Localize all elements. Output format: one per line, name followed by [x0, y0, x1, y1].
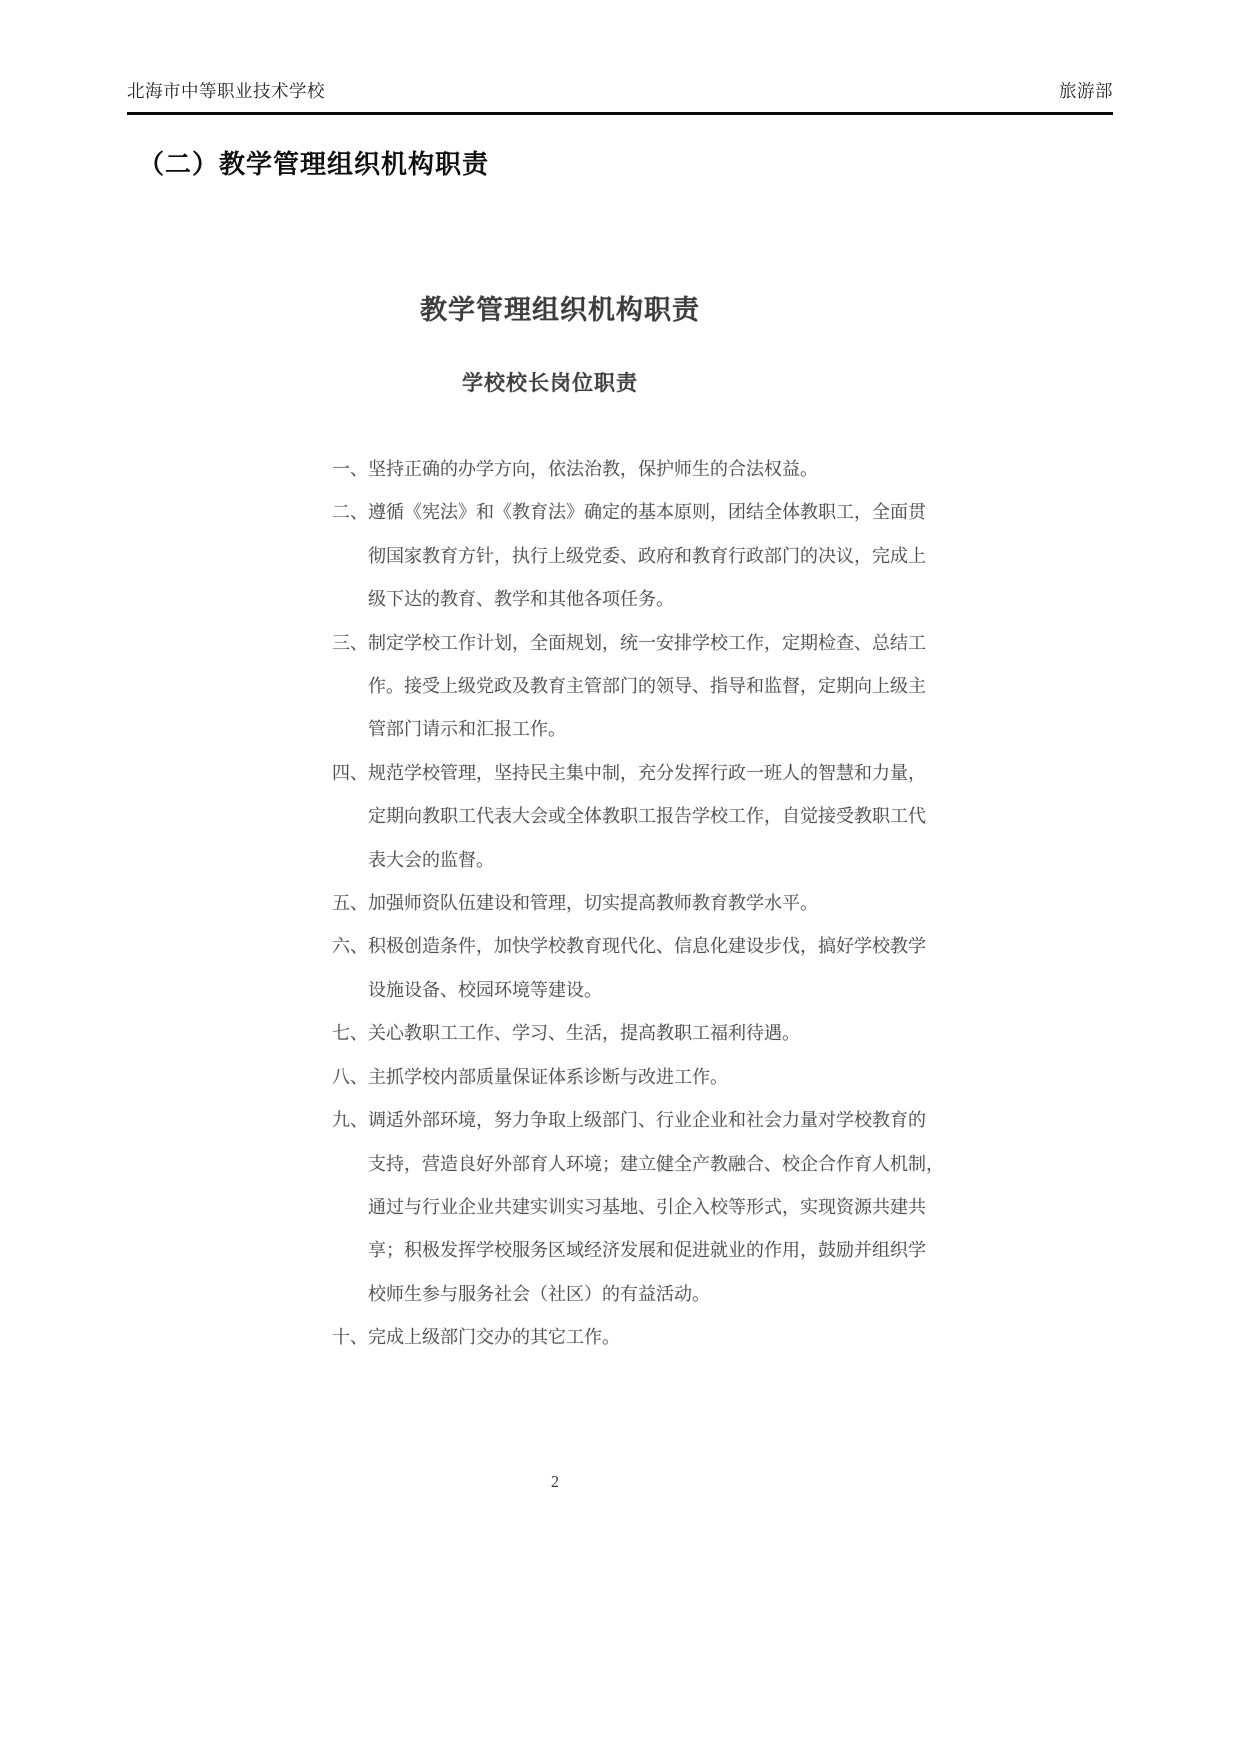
list-item — [332, 491, 972, 621]
list-item — [332, 752, 972, 882]
item-number: 二、 — [332, 502, 368, 523]
item-continuation-line: 定期向教职工代表大会或全体教职工报告学校工作，自觉接受教职工代 — [368, 806, 926, 827]
list-item — [332, 448, 972, 491]
item-first-line — [332, 752, 972, 795]
item-continuation-line: 设施设备、校园环境等建设。 — [368, 979, 602, 1000]
item-number: 三、 — [332, 632, 368, 653]
item-number: 七、 — [332, 1023, 368, 1044]
section-heading: （二）教学管理组织机构职责 — [138, 149, 490, 179]
item-text: 制定学校工作计划，全面规划，统一安排学校工作，定期检查、总结工 — [368, 632, 926, 653]
duty-list — [332, 448, 972, 1360]
page-number: 2 — [550, 1472, 560, 1491]
item-number: 八、 — [332, 1066, 368, 1087]
list-item — [332, 622, 972, 752]
item-number: 十、 — [332, 1327, 368, 1348]
list-item — [332, 1099, 972, 1316]
item-first-line — [332, 882, 972, 925]
item-continuation-line: 校师生参与服务社会（社区）的有益活动。 — [368, 1283, 710, 1304]
item-first-line — [332, 1056, 972, 1099]
item-first-line — [332, 1099, 972, 1142]
document-subtitle: 学校校长岗位职责 — [462, 372, 638, 395]
list-item — [332, 1316, 972, 1359]
item-continuation-line: 级下达的教育、教学和其他各项任务。 — [368, 589, 674, 610]
list-item — [332, 1012, 972, 1055]
item-number: 五、 — [332, 893, 368, 914]
document-title: 教学管理组织机构职责 — [420, 295, 700, 325]
item-number: 六、 — [332, 936, 368, 957]
item-continuation-line: 支持，营造良好外部育人环境；建立健全产教融合、校企合作育人机制， — [368, 1153, 944, 1174]
item-text: 遵循《宪法》和《教育法》确定的基本原则，团结全体教职工，全面贯 — [368, 502, 926, 523]
item-continuation-line: 作。接受上级党政及教育主管部门的领导、指导和监督，定期向上级主 — [368, 676, 926, 697]
item-first-line — [332, 448, 972, 491]
item-continuation-line: 表大会的监督。 — [368, 849, 494, 870]
item-text: 关心教职工工作、学习、生活，提高教职工福利待遇。 — [368, 1023, 800, 1044]
item-number: 一、 — [332, 459, 368, 479]
item-text: 主抓学校内部质量保证体系诊断与改进工作。 — [368, 1066, 728, 1087]
item-first-line — [332, 491, 972, 534]
page-footer — [0, 1472, 1110, 1492]
item-text: 规范学校管理，坚持民主集中制，充分发挥行政一班人的智慧和力量， — [368, 762, 926, 783]
item-continuation-line: 管部门请示和汇报工作。 — [368, 719, 566, 740]
item-text: 积极创造条件，加快学校教育现代化、信息化建设步伐，搞好学校教学 — [368, 936, 926, 957]
list-item — [332, 1056, 972, 1099]
item-continuation-line: 彻国家教育方针，执行上级党委、政府和教育行政部门的决议，完成上 — [368, 545, 926, 566]
item-text: 完成上级部门交办的其它工作。 — [368, 1327, 620, 1348]
item-text: 调适外部环境，努力争取上级部门、行业企业和社会力量对学校教育的 — [368, 1110, 926, 1131]
item-continuation-line: 通过与行业企业共建实训实习基地、引企入校等形式，实现资源共建共 — [368, 1196, 926, 1217]
item-first-line — [332, 622, 972, 665]
item-number: 四、 — [332, 762, 368, 783]
item-first-line — [332, 1316, 972, 1359]
item-text: 加强师资队伍建设和管理，切实提高教师教育教学水平。 — [368, 893, 818, 914]
item-continuation-line: 享；积极发挥学校服务区域经济发展和促进就业的作用，鼓励并组织学 — [368, 1240, 926, 1261]
list-item — [332, 925, 972, 1012]
header-department: 旅游部 — [1059, 81, 1113, 101]
item-text: 坚持正确的办学方向，依法治教，保护师生的合法权益。 — [368, 459, 818, 479]
list-item — [332, 882, 972, 925]
header-school-name: 北海市中等职业技术学校 — [127, 81, 325, 101]
item-first-line — [332, 925, 972, 968]
item-first-line — [332, 1012, 972, 1055]
item-number: 九、 — [332, 1110, 368, 1131]
